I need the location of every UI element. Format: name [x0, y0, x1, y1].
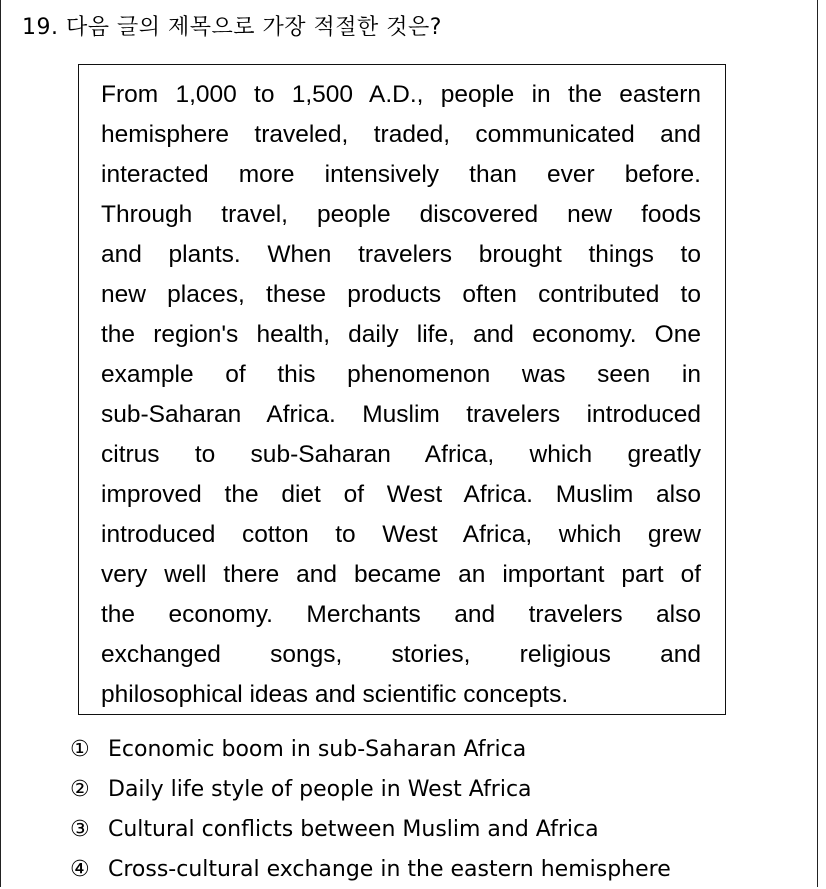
choice-number: ①: [70, 736, 90, 762]
choice-number: ②: [70, 776, 90, 802]
choice-number: ④: [70, 856, 90, 882]
passage-line: and plants. When travelers brought things to: [101, 241, 701, 268]
passage-line: example of this phenomenon was seen in: [101, 361, 701, 388]
passage-box: [78, 64, 726, 715]
choice-text: Cultural conflicts between Muslim and Africa: [108, 816, 599, 842]
choice-3[interactable]: [70, 809, 770, 849]
answer-choices: [70, 729, 770, 889]
choice-2[interactable]: [70, 769, 770, 809]
passage-line: hemisphere traveled, traded, communicated and: [101, 121, 701, 148]
passage-line: the economy. Merchants and travelers also: [101, 601, 701, 628]
passage-line: new places, these products often contributed to: [101, 281, 701, 308]
passage-line: improved the diet of West Africa. Muslim also: [101, 481, 701, 508]
choice-text: Economic boom in sub-Saharan Africa: [108, 736, 527, 762]
choice-4[interactable]: [70, 849, 770, 889]
passage-line: citrus to sub-Saharan Africa, which greatly: [101, 441, 701, 468]
choice-number: ③: [70, 816, 90, 842]
question-stem: 19. 다음 글의 제목으로 가장 적절한 것은?: [22, 15, 442, 40]
choice-text: Daily life style of people in West Africa: [108, 776, 532, 802]
passage-line: Through travel, people discovered new foods: [101, 201, 701, 228]
passage-line: introduced cotton to West Africa, which grew: [101, 521, 701, 548]
passage-line: interacted more intensively than ever before.: [101, 161, 701, 188]
choice-1[interactable]: [70, 729, 770, 769]
passage-line: the region's health, daily life, and economy. One: [101, 321, 701, 348]
passage-line: philosophical ideas and scientific concepts.: [101, 681, 569, 708]
passage-line: very well there and became an important part of: [101, 561, 701, 588]
passage-line: exchanged songs, stories, religious and: [101, 641, 701, 668]
passage-line: sub-Saharan Africa. Muslim travelers introduced: [101, 401, 701, 428]
passage-line: From 1,000 to 1,500 A.D., people in the eastern: [101, 81, 701, 108]
choice-text: Cross-cultural exchange in the eastern hemisphere: [108, 856, 671, 882]
